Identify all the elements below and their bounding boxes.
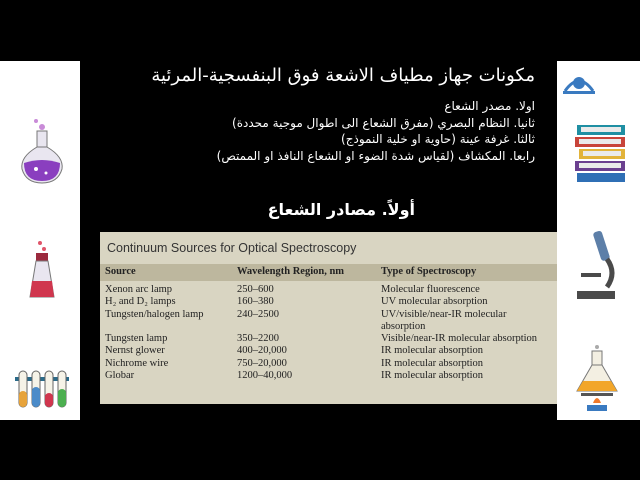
table-cell: Nernst glower xyxy=(105,345,165,357)
table-row xyxy=(100,333,557,345)
flask-icon xyxy=(18,117,66,187)
column-header: Source xyxy=(105,266,136,277)
school-logo-icon xyxy=(561,69,597,97)
list-item: اولا. مصدر الشعاع xyxy=(444,99,535,113)
table-cell: 160–380 xyxy=(237,296,274,308)
books-icon xyxy=(573,121,629,183)
table-row xyxy=(100,370,557,382)
table-row xyxy=(100,309,557,334)
table-cell: Tungsten/halogen lamp xyxy=(105,308,204,320)
table-cell: UV/visible/near-IR molecular absorption xyxy=(381,308,507,332)
table-cell: IR molecular absorption xyxy=(381,370,484,382)
burner-flask-icon xyxy=(573,343,621,413)
table-cell: UV molecular absorption xyxy=(381,296,488,308)
slide xyxy=(80,61,557,420)
table-cell: 400–20,000 xyxy=(237,345,287,357)
table-caption: Continuum Sources for Optical Spectroscopy xyxy=(107,241,357,255)
column-header: Type of Spectroscopy xyxy=(381,266,477,277)
section-heading: أولاً. مصادر الشعاع xyxy=(267,200,415,219)
test-tubes-icon xyxy=(13,369,71,409)
table-cell: H₂ and D₂ lamps xyxy=(105,296,176,308)
table-cell: Visible/near-IR molecular absorption xyxy=(381,333,538,345)
table-row xyxy=(100,296,557,308)
slide-title: مكونات جهاز مطياف الاشعة فوق البنفسجية-المرئية xyxy=(151,65,535,86)
list-item: رابعا. المكشاف (لقياس شدة الضوء او الشعاع النافذ او الممتص) xyxy=(216,148,535,163)
left-decor-panel xyxy=(0,61,80,420)
list-item: ثالثا. غرفة عينة (حاوية او خلية النموذج) xyxy=(341,132,535,146)
column-header: Wavelength Region, nm xyxy=(237,266,345,277)
table-cell: IR molecular absorption xyxy=(381,345,484,357)
table-cell: 350–2200 xyxy=(237,333,279,345)
table-body xyxy=(100,284,557,382)
table-cell: 240–2500 xyxy=(237,308,279,320)
table-cell: Molecular fluorescence xyxy=(381,284,480,295)
table-cell: 1200–40,000 xyxy=(237,370,293,382)
table-cell: Nichrome wire xyxy=(105,357,169,369)
bullet-list xyxy=(217,98,535,164)
bottle-icon xyxy=(26,239,58,303)
table-cell: IR molecular absorption xyxy=(381,357,484,369)
table-cell: Xenon arc lamp xyxy=(105,284,173,295)
table-cell: 750–20,000 xyxy=(237,357,287,369)
table-row xyxy=(100,284,557,296)
right-decor-panel xyxy=(557,61,640,420)
table-cell: Tungsten lamp xyxy=(105,333,168,345)
table-row xyxy=(100,345,557,357)
table-row xyxy=(100,358,557,370)
microscope-icon xyxy=(573,229,619,301)
table-cell: 250–600 xyxy=(237,284,274,295)
list-item: ثانيا. النظام البصري (مفرق الشعاع الى اطوال موجية محددة) xyxy=(232,115,535,130)
table-cell: Globar xyxy=(105,370,135,382)
sources-table xyxy=(100,232,557,404)
